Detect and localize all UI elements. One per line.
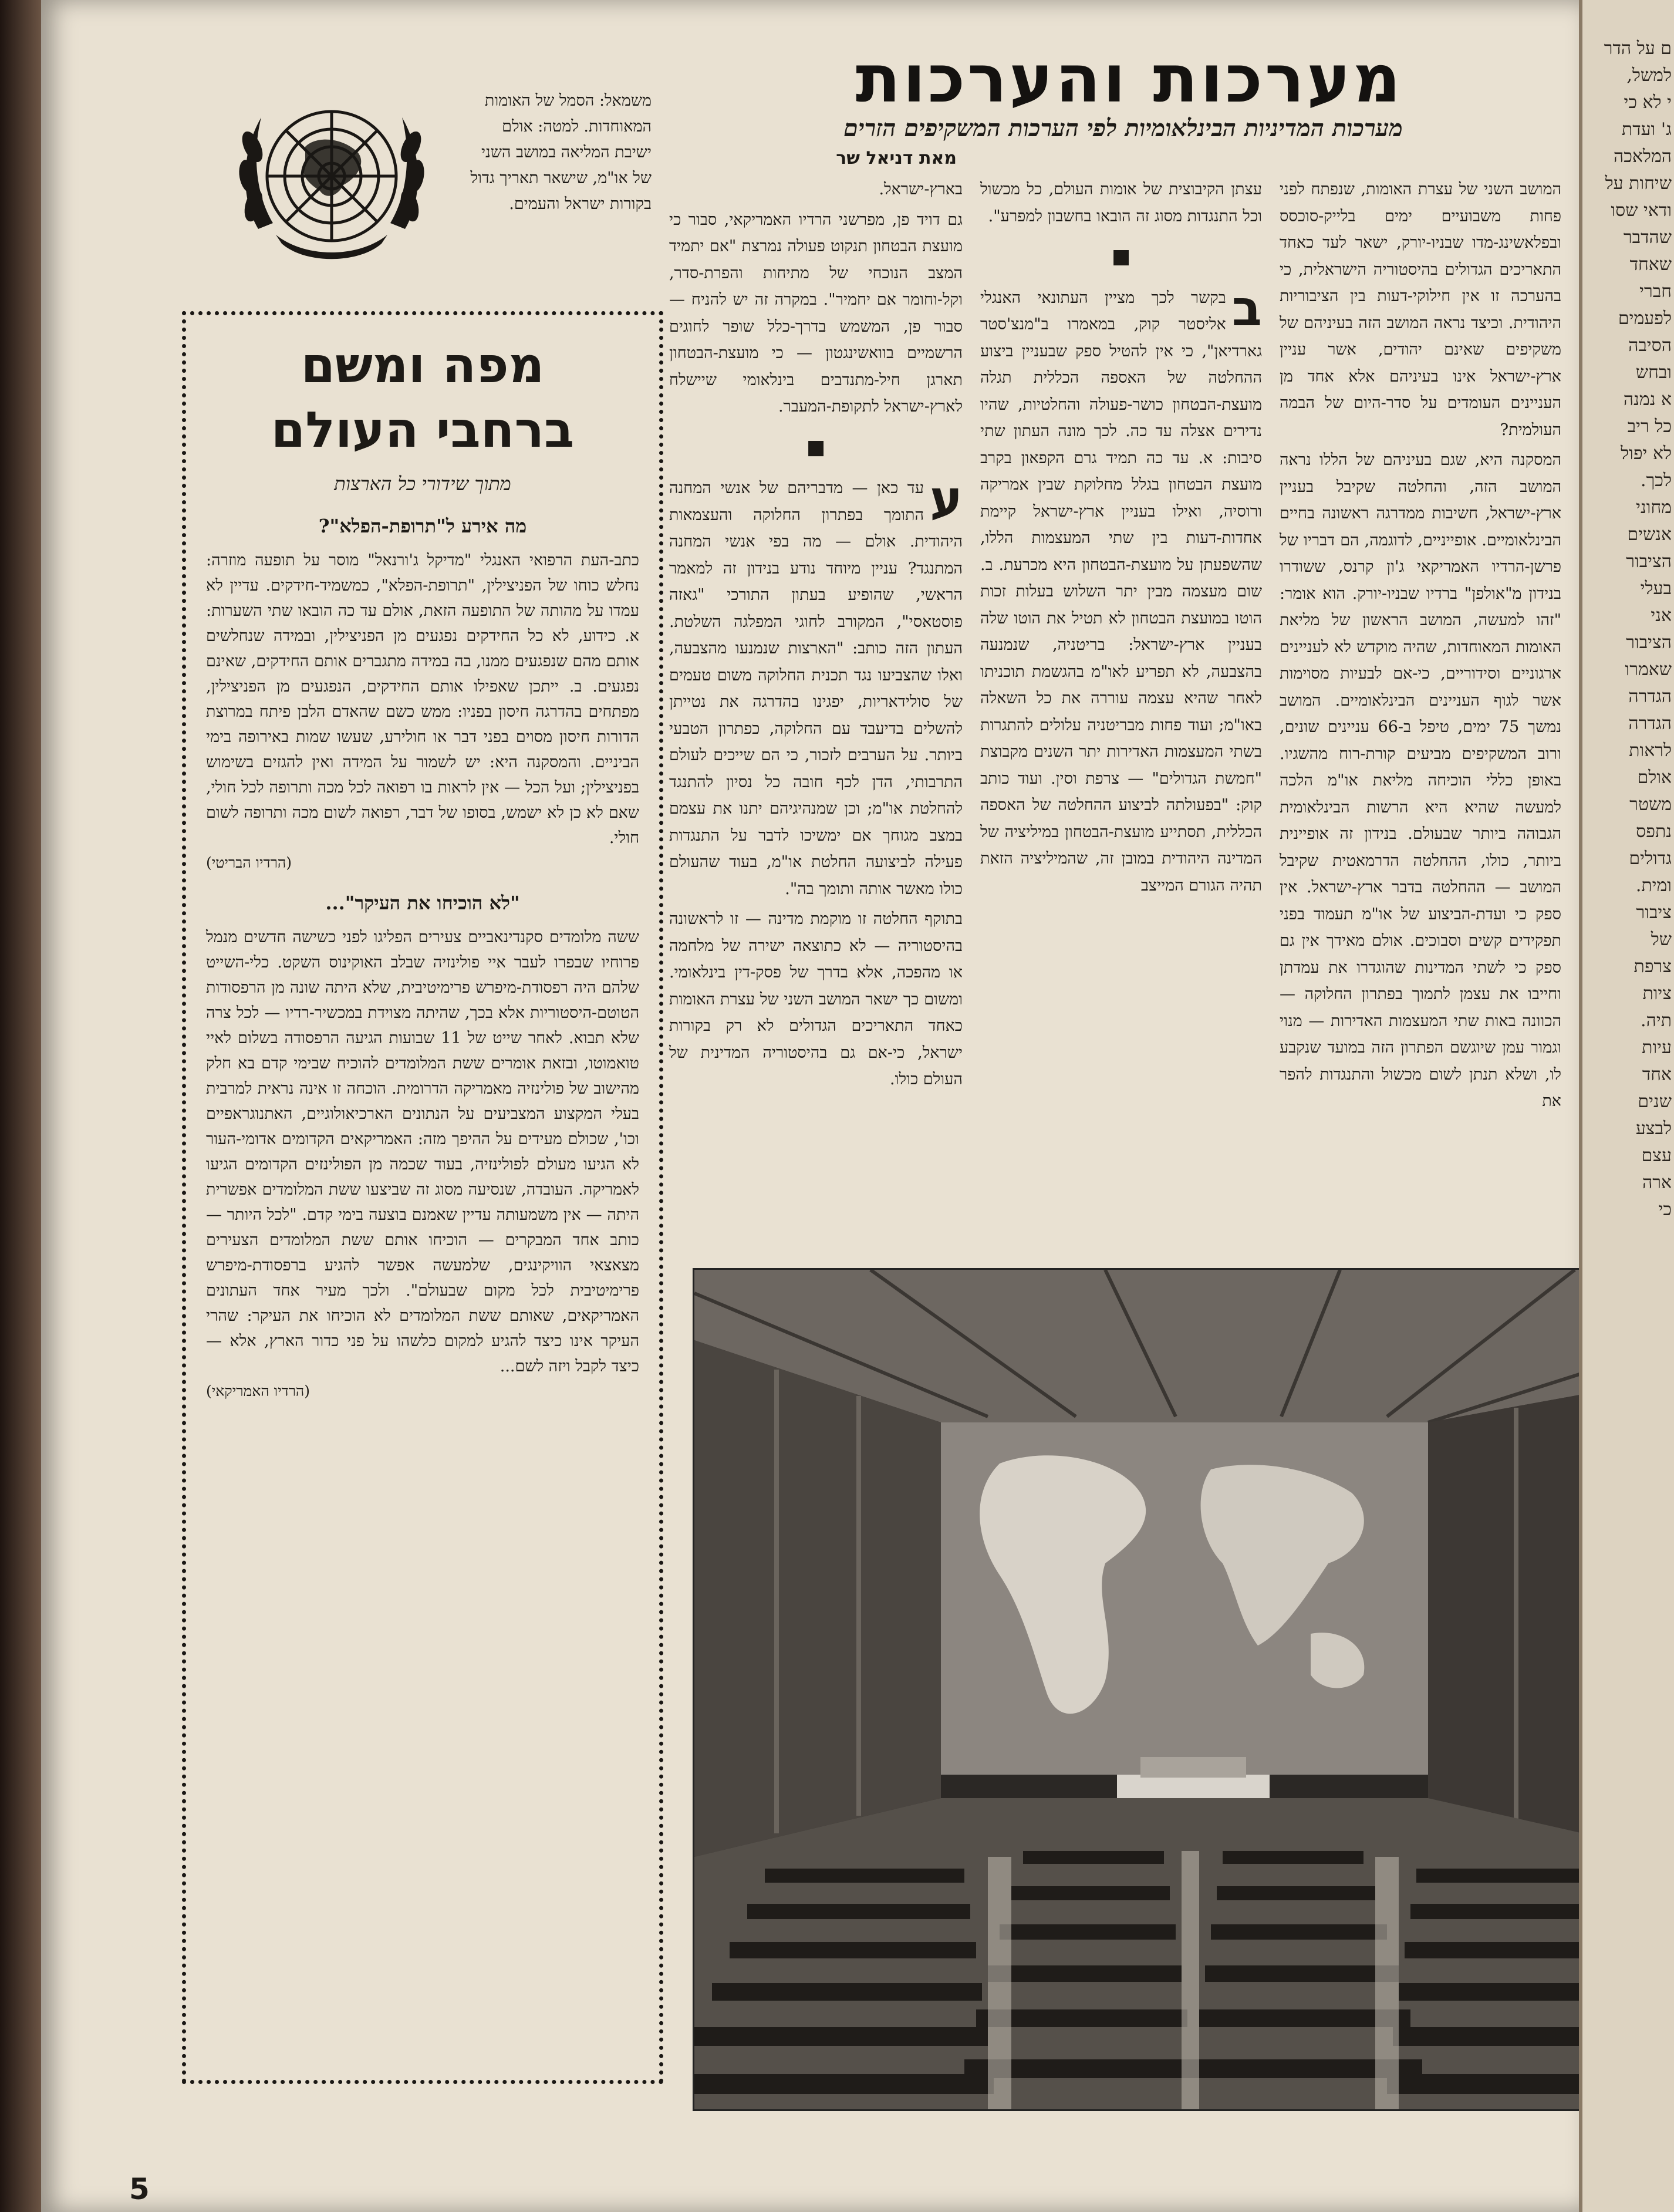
- facing-page-fragment: הגדרה: [1628, 686, 1672, 707]
- facing-page-fragment: של: [1651, 929, 1672, 950]
- facing-page-fragment: משטר: [1629, 794, 1672, 815]
- article-title: מערכות והערכות: [855, 41, 1403, 117]
- article-text: עד כאן — מדבריהם של אנשי המחנה התומך בפתרון החלוקה והעצמאות היהודית. אולם — מה בפי אנשי המחנה המתנגד? עניין מיוחד נודע בנידון זה למאמר הראשי, שהופיע בעתון התורכי "גאזה פוסטאסי", המקורב לחוגי המפלגה השלטת. העתון הזה כותב: "הארצות שנמנעו מהצבעה, ואלו שהצביעו נגד תכנית החלוקה משום טעמים של סולידאריות, יפגינו בהדרגה את נטייתן להשלים בדיעבד עם החלוקה, כפתרון הטבעי ביותר. על הערבים לזכור, כי הם שייכים לעולם התרבותי, הדן לכף חובה כל נסיון להתנגד להחלטת או"מ; וכן שמנהיגיהם יתנו את עצמם במצב מגוחך אם ימשיכו לדבר על התנגדות פעילה לביצועה החלטת או"מ, בעוד שהעולם כולו מאשר אותה ותומך בה".: [669, 479, 963, 898]
- sidebar-heading-penicillin: מה אירע ל"תרופת-הפלא"?: [318, 515, 527, 537]
- emblem-caption: משמאל: הסמל של האומות המאוחדות. למטה: אולם ישיבת המליאה במושב השני של או"מ, שישאר תאריך גדול בקורות ישראל והעמים.: [470, 92, 652, 213]
- sidebar-body-penicillin: כתב-העת הרפואי האנגלי "מדיקל ג'ורנאל" מוסר על תופעה מוזרה: נחלש כוחו של הפניצילין, "תרופת-הפלא", כמשמיד-חידקים. עדיין לא עמדו על מהותה של התופעה הזאת, אולם עד כה הובאו שתי השערות: א. כידוע, לא כל החידקים נפגעים מן הפניצילין, ובמידה שנחלשים אותם מהם שנפגעים ממנו, בה במידה מתגברים אותם החידקים, שאינם נפגעים. ב. ייתכן שאפילו אותם החידקים, הנפגעים מן הפניצילין, מפתחים בהדרגה חיסון בפניו: ממש כשם שהאדם הלבן פיתח במרוצת הדורות חיסון מסוים בפני דבר או חולירע, שעשו שמות באירופה בימי הביניים. והמסקנה היא: יש לשמור על המידה ואין להגזים בשימוש בפניצילין; ועל הכל — אין לראות בו רפואה לכל מכה ותרופה לכל חולי, שאם לא כן לא ישמש, בסופו של דבר, רפואה לשום מכה ותרופה לשום חולי.: [206, 551, 639, 847]
- facing-page-fragment: המלאכה: [1614, 146, 1672, 167]
- byline: מאת דניאל שר: [836, 148, 957, 168]
- article-paragraph: עצתן הקיבוצית של אומות העולם, כל מכשול וכל התנגדות מסוג זה הובאו בחשבון למפרע".: [980, 180, 1262, 225]
- article-paragraph: [980, 279, 1262, 899]
- sidebar-heading-raft: "לא הוכיחו את העיקר"...: [325, 892, 520, 914]
- facing-page-fragment: ובחש: [1635, 362, 1672, 383]
- article-paragraph: בארץ-ישראל.: [879, 180, 963, 198]
- facing-page-fragment: הגדרה: [1628, 713, 1672, 734]
- page-number: 5: [129, 2172, 150, 2206]
- facing-page-fragment: ומית.: [1635, 875, 1672, 896]
- article-column-3: [669, 176, 963, 1097]
- facing-page-fragment: ג' ועדת: [1621, 119, 1672, 140]
- sidebar-title-line2: ברחבי העולם: [271, 401, 575, 458]
- un-assembly-hall-photo: [693, 1268, 1579, 2111]
- facing-page-fragment: ציות: [1642, 983, 1672, 1004]
- facing-page-fragment: כי: [1658, 1199, 1672, 1220]
- sidebar-body-raft: ששה מלומדים סקנדינאביים צעירים הפליגו לפני כשישה חדשים מנמל פרוחיו שבפרו לעבר איי פולינזיה שבלב האוקינוס השקט. כלי-השייט שלהם היה רפסודת-מיפרש פרימיטיבית, שלא היתה שונה מן הרפסודות הטוטם-היסטוריות אלא בכך, שהיתה מצוידת במכשיר-רדיו — לכל צרה שלא תבוא. לאחר שייט של 11 שבועות הגיעה הרפסודה בשלום לאיי טואמוטו, ובזאת אומרים ששת המלומדים להוכיח שבימי קדם בא חלק מהישוב של פולינזיה מאמריקה הדרומית. הוכחה זו אינה נראית למרבית בעלי המקצוע המצביעים על הנתונים הארכיאולוגיים, האתנוגראפיים וכו', שכולם מעידים על ההיפך מזה: האמריקאים הקדומים אדומי-העור לא הגיעו מעולם לפולינזיה, בעוד שכמה מן הפולינזים הקדומים הגיעו לאמריקה. העובדה, שנסיעה מסוג זה שביצעו ששת המלומדים אפשרית היתה — אין משמעותה עדיין שאמנם בוצעה בימי קדם. "לכל היותר — כותב אחד המבקרים — הוכיחו אותם ששת המלומדים הצעירים מצאצאי הוויקינגים, שלמעשה אפשר להגיע ברפסודת-מיפרש פרימיטיבית לכל מקום שבעולם". ולכך מעיר אחד העתונים האמריקאים, שאותם ששת המלומדים לא הוכיחו את העיקר: שהרי העיקר אינו כיצד להגיע למקום כלשהו על פני כדור הארץ, אלא — כיצד לקבל ויזה לשם...: [206, 928, 639, 1375]
- article-paragraph: המושב השני של עצרת האומות, שנפתח לפני פחות משבועיים ימים בלייק-סוכסס ובפלאשינג-מדו שבניו-יורק, ישאר לעד כאחד התאריכים הגדולים בהיסטוריה הישראלית, כי בהערכה זו אין חילוקי-דעות בין הציבוריות היהודית. וכיצד נראה המושב הזה בעיניהם של משקיפים שאינם יהודים, אשר עניין ארץ-ישראל אינו בעיניהם אלא אחד מן העניינים העומדים על סדר-היום של הבמה העולמית?: [1280, 180, 1561, 439]
- article-paragraph: [669, 470, 963, 902]
- article-paragraph: המסקנה היא, שגם בעיניהם של הללו נראה המושב הזה, והחלטה שקיבל בעניין ארץ-ישראל, חשיבות ממדרגה ראשונה בחיים הבינלאומיים. אופייניים, לדוגמה, הם דבריו של פרשן-הרדיו האמריקאי ג'ון קרנס, ששודרו בנידון מ"אולפן" ברדיו שבניו-יורק. הוא אומר: "זהו למעשה, המושב הראשון של מליאת האומות המאוחדות, שהיה מוקדש לא לעניינים ארגוניים וסידוריים, כי-אם לבעיות מסוימות אשר לגוף העניינים הבינלאומיים. המושב נמשך 75 ימים, טיפל ב-66 עניינים שונים, ורוב המשקיפים מביעים קורת-רוח מהשגיו. באופן כללי הוכיחה מליאת או"מ הלכה למעשה שהיא היא הרשות הבינלאומית הגבוהה ביותר שבעולם. בנידון זה אופיינית ביותר, כולו, ההחלטה הדרמאטית שקיבל המושב — ההחלטה בדבר ארץ-ישראל. אין ספק כי ועדת-הביצוע של או"מ תעמוד בפני תפקידים קשים וסבוכים. אולם מאידך אין גם ספק כי לשתי המדינות שהוגדרו את עמדתן וחייבו את עצמן לתמוך בפתרון החלוקה — הכוונה באות שתי המעצמות האדירות — מנוי וגמור עמן שיוגשם הפתרון הזה במועד שנקבע לו, ושלא תנתן לשום מכשול והתנגדות להפר את: [1280, 451, 1561, 1110]
- facing-page-fragment: לפעמים: [1618, 308, 1672, 329]
- facing-page-fragment: לכך.: [1641, 470, 1672, 491]
- binding-gutter: [0, 0, 41, 2212]
- facing-page-fragment: אולם: [1637, 767, 1672, 788]
- sidebar-subtitle: מתוך שידורי כל הארצות: [334, 473, 511, 495]
- facing-page-fragment: עיות: [1642, 1037, 1672, 1058]
- facing-page-fragment: תיה.: [1641, 1010, 1672, 1031]
- facing-page-fragment: ודאי שסו: [1611, 200, 1672, 221]
- facing-page-fragment: מחוני: [1636, 497, 1672, 518]
- facing-page-fragment: לא יפול: [1621, 443, 1672, 464]
- facing-page-fragment: ארה: [1642, 1172, 1672, 1193]
- facing-page-fragment: בעלי: [1640, 578, 1672, 599]
- sidebar-title-line1: מפה ומשם: [301, 336, 545, 394]
- section-separator: ■: [806, 435, 826, 459]
- article-column-2: [980, 176, 1262, 902]
- facing-page-fragment: הציבור: [1626, 632, 1672, 653]
- facing-page-fragment: הסיבה: [1628, 335, 1672, 356]
- facing-page-fragment: א נמנה: [1623, 389, 1672, 410]
- dropcap-letter: ע: [930, 470, 963, 527]
- facing-page-fragment: אנשים: [1627, 524, 1672, 545]
- facing-page-fragment: צרפת: [1634, 956, 1672, 977]
- sidebar-box: [182, 311, 663, 2084]
- facing-page-fragment: כל ריב: [1627, 416, 1672, 437]
- article-text: בקשר לכך מציין העתונאי האנגלי אליסטר קוק, במאמרו ב"מנצ'סטר גארדיאן", כי אין להטיל ספק שבעניין ביצוע ההחלטה של האספה הכללית תגלה מועצת-הבטחון כושר-פעולה והחלטיות, שהיו נדירים אצלה עד כה. לכך מונה העתון שתי סיבות: א. עד כה תמיד גרם הקפאון בקרב מועצת הבטחון בגלל מחלוקת שבין אמריקה ורוסיה, ואילו בעניין ארץ-ישראל קיימת אחדות-דעות בין שתי המעצמות הללו, שהשפעתן על מועצת-הבטחון היא מכרעת. ב. שום מעצמה מבין יתר השלוש בעלות זכות הוטו במועצת הבטחון לא תטיל את הוטו שלה בעניין ארץ-ישראל: בריטניה, שנמנעה בהצבעה, לא תפריע לאו"מ בהגשמת תוכניתו לאחר שהיא עצמה עוררה את כל השאלה באו"מ; ועוד פחות מבריטניה עלולים להתגרות בשתי המעצמות האדירות יתר השנים מקבוצת "חמשת הגדולים" — צרפת וסין. ועוד כותב קוק: "בפעולתה לביצוע ההחלטה של האספה הכללית, תסתייע מועצת-הבטחון במיליציה של המדינה היהודית במובן זה, שהמיליציה הזאת תהיה הגורם המייצב: [980, 288, 1262, 895]
- dropcap-letter: ב: [1231, 279, 1262, 337]
- facing-page-fragment: נתפס: [1636, 821, 1672, 842]
- facing-page-fragment: הציבור: [1626, 551, 1672, 572]
- article-paragraph: גם דויד פן, מפרשני הרדיו האמריקאי, סבור כי מועצת הבטחון תנקוט פעולה נמרצת "אם יתמיד המצב הנוכחי של מתיחות והפרת-סדר, וקל-וחומר אם יחמיר". במקרה זה יש להניח — סבור פן, המשמש בדרך-כלל שופר לחוגים הרשמיים בוואשינגטון — כי מועצת-הבטחון תארגן חיל-מתנדבים בינלאומי שיישלח לארץ-ישראל לתקופת-המעבר.: [669, 210, 963, 416]
- facing-page-fragment: ם על הדר: [1604, 38, 1672, 59]
- facing-page-edge: [1579, 0, 1674, 2212]
- section-separator: ■: [1111, 245, 1131, 268]
- facing-page-fragment: שנים: [1638, 1091, 1672, 1112]
- facing-page-fragment: ציבור: [1636, 902, 1672, 923]
- facing-page-fragment: לבצע: [1635, 1118, 1672, 1139]
- article-paragraph: בתוקף החלטה זו מוקמת מדינה — זו לראשונה בהיסטוריה — לא כתוצאה ישירה של מלחמה או מהפכה, אלא בדרך של פסק-דין בינלאומי. ומשום כך ישאר המושב השני של עצרת האומות כאחד התאריכים הגדולים לא רק בקורות ישראל, כי-אם גם בהיסטוריה המדינית של העולם כולו.: [669, 910, 963, 1088]
- facing-page-text: [1582, 0, 1674, 1223]
- sidebar-title: [206, 333, 639, 462]
- facing-page-fragment: גדולים: [1629, 848, 1672, 869]
- facing-page-fragment: אני: [1651, 605, 1672, 626]
- facing-page-fragment: שיחות על: [1605, 173, 1672, 194]
- sidebar-source-american: (הרדיו האמריקאי): [206, 1382, 310, 1400]
- un-emblem-icon: [217, 82, 446, 282]
- facing-page-fragment: שאמרו: [1625, 659, 1672, 680]
- facing-page-fragment: שאחד: [1629, 254, 1672, 275]
- facing-page-fragment: למשל,: [1626, 65, 1672, 86]
- facing-page-fragment: לראות: [1629, 740, 1672, 761]
- facing-page-fragment: חברי: [1639, 281, 1672, 302]
- article-column-1: [1280, 176, 1561, 1118]
- facing-page-fragment: שהדבר: [1623, 227, 1672, 248]
- facing-page-fragment: עצם: [1641, 1145, 1672, 1166]
- sidebar-source-british: (הרדיו הבריטי): [206, 854, 292, 871]
- article-subtitle: מערכות המדיניות הבינלאומיות לפי הערכות המשקיפים הזרים: [843, 114, 1403, 142]
- magazine-page: [41, 0, 1579, 2212]
- facing-page-fragment: אחד: [1642, 1064, 1672, 1085]
- facing-page-fragment: י לא כי: [1624, 92, 1672, 113]
